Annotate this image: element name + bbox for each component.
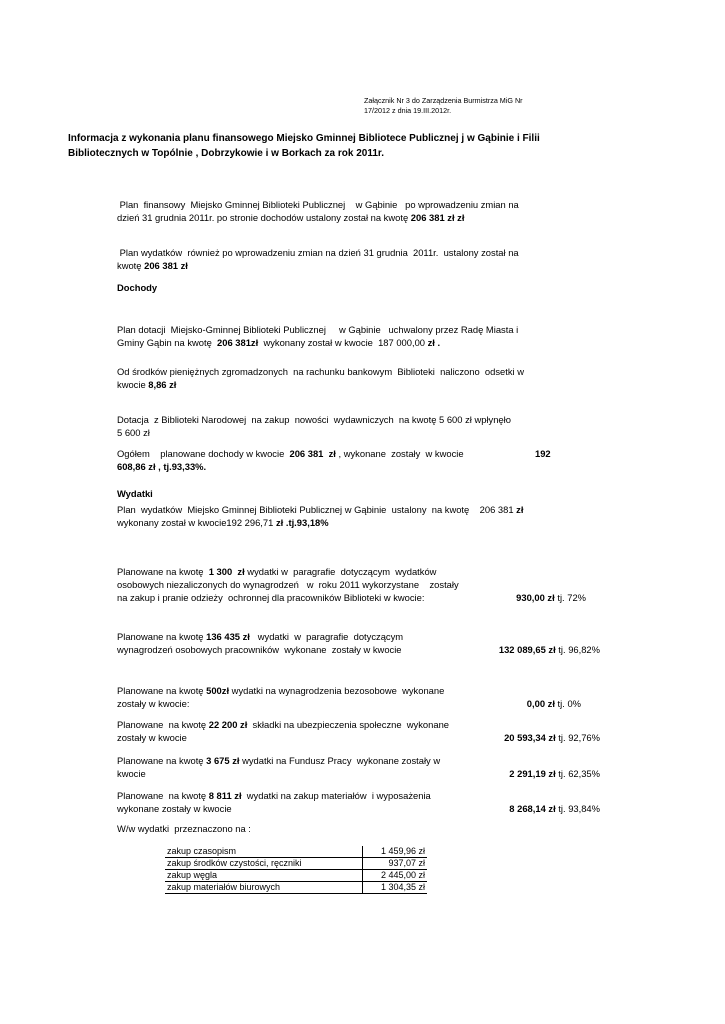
materials-line1-rest: wydatki na zakup materiałów i wyposażenia xyxy=(241,790,431,801)
expenses-plan-amount: 206 381 zł xyxy=(144,260,188,271)
interest-line2 xyxy=(117,378,577,391)
table-row xyxy=(165,882,427,894)
materials-line1 xyxy=(117,789,497,802)
total-income-mid: , wykonane zostały w kwocie xyxy=(335,448,464,459)
clothing-line2: osobowych niezaliczonych do wynagrodzeń w roku 2011 wykorzystane zostały xyxy=(117,579,459,590)
total-income-line2: 608,86 zł , tj.93,33%. xyxy=(117,461,207,472)
materials-expense xyxy=(117,789,497,815)
clothing-result xyxy=(446,591,586,604)
salaries-expense xyxy=(117,630,497,656)
labor-fund-executed-amount: 2 291,19 zł xyxy=(509,768,556,779)
nonpersonal-line1-rest: wydatki na wynagrodzenia bezosobowe wykonane xyxy=(229,685,445,696)
social-insurance-executed-amount: 20 593,34 zł xyxy=(504,732,556,743)
national-library-paragraph xyxy=(117,413,577,439)
breakdown-intro: W/w wydatki przeznaczono na : xyxy=(117,823,251,834)
materials-plan-amount: 8 811 zł xyxy=(208,790,242,801)
breakdown-item-amount: 1 304,35 zł xyxy=(363,882,428,894)
expenses-heading: Wydatki xyxy=(117,488,153,499)
interest-line2-text: kwocie xyxy=(117,379,149,390)
social-insurance-executed-pct: tj. 92,76% xyxy=(555,732,600,743)
document-title-line2: Bibliotecznych w Topólnie , Dobrzykowie i w Borkach za rok 2011r. xyxy=(68,148,385,159)
breakdown-item-name: zakup środków czystości, ręczniki xyxy=(165,858,363,870)
total-income-plan: 206 381 zł xyxy=(289,448,336,459)
breakdown-table-body xyxy=(165,846,427,894)
labor-fund-line1-text: Planowane na kwotę xyxy=(117,755,207,766)
salaries-executed-amount: 132 089,65 zł xyxy=(498,644,556,655)
breakdown-item-amount: 2 445,00 zł xyxy=(363,870,428,882)
attachment-note xyxy=(364,96,523,116)
expenses-line1-currency: zł xyxy=(516,504,524,515)
labor-fund-line1-rest: wydatki na Fundusz Pracy wykonane zostały w xyxy=(239,755,441,766)
total-income-paragraph xyxy=(117,447,557,473)
clothing-plan-amount: 1 300 zł xyxy=(208,566,245,577)
grant-currency: zł . xyxy=(427,337,441,348)
nonpersonal-result xyxy=(441,697,581,710)
breakdown-item-amount: 1 459,96 zł xyxy=(363,846,428,858)
labor-fund-result xyxy=(460,767,600,780)
labor-fund-line1 xyxy=(117,754,497,767)
salaries-line2: wynagrodzeń osobowych pracowników wykonane zostały w kwocie xyxy=(117,644,402,655)
social-insurance-line2: zostały w kwocie xyxy=(117,732,187,743)
clothing-line1-text: Planowane na kwotę xyxy=(117,566,209,577)
labor-fund-plan-amount: 3 675 zł xyxy=(206,755,240,766)
interest-amount: 8,86 zł xyxy=(148,379,177,390)
salaries-line1-text: Planowane na kwotę xyxy=(117,631,207,642)
total-income-text: Ogółem planowane dochody w kwocie xyxy=(117,448,290,459)
breakdown-item-name: zakup węgla xyxy=(165,870,363,882)
expenses-plan-line1: Plan wydatków również po wprowadzeniu zmian na dzień 31 grudnia 2011r. ustalony został na xyxy=(117,247,519,258)
national-library-line2: 5 600 zł xyxy=(117,427,150,438)
interest-line1: Od środków pieniężnych zgromadzonych na rachunku bankowym Biblioteki naliczono odsetki w xyxy=(117,366,524,377)
social-insurance-line1 xyxy=(117,718,497,731)
breakdown-item-name: zakup czasopism xyxy=(165,846,363,858)
document-title-line1: Informacja z wykonania planu finansowego Miejsko Gminnej Bibliotece Publicznej j w Gąbinie i Filii xyxy=(68,133,540,144)
clothing-expense xyxy=(117,565,497,604)
nonpersonal-line1 xyxy=(117,684,497,697)
intro-paragraph xyxy=(117,198,577,224)
labor-fund-expense xyxy=(117,754,497,780)
breakdown-item-name: zakup materiałów biurowych xyxy=(165,882,363,894)
expenses-executed-pct: zł .tj.93,18% xyxy=(275,517,329,528)
labor-fund-line2: kwocie xyxy=(117,768,146,779)
income-heading: Dochody xyxy=(117,282,158,293)
clothing-line3: na zakup i pranie odzieży ochronnej dla pracowników Biblioteki w kwocie: xyxy=(117,592,425,603)
breakdown-table xyxy=(165,846,427,894)
social-insurance-plan-amount: 22 200 zł xyxy=(208,719,248,730)
grant-line2-text: Gminy Gąbin na kwotę xyxy=(117,337,218,348)
nonpersonal-expense xyxy=(117,684,497,710)
materials-line2: wykonane zostały w kwocie xyxy=(117,803,232,814)
expenses-plan-line2-text: kwotę xyxy=(117,260,145,271)
expenses-line2-text: wykonany został w kwocie192 296,71 xyxy=(117,517,276,528)
clothing-executed-pct: tj. 72% xyxy=(554,592,586,603)
salaries-plan-amount: 136 435 zł xyxy=(206,631,250,642)
nonpersonal-line1-text: Planowane na kwotę xyxy=(117,685,207,696)
clothing-executed-amount: 930,00 zł xyxy=(516,592,555,603)
breakdown-item-amount: 937,07 zł xyxy=(363,858,428,870)
clothing-line1-rest: wydatki w paragrafie dotyczącym wydatków xyxy=(244,566,437,577)
clothing-line1 xyxy=(117,565,497,578)
total-income-line1 xyxy=(117,447,557,460)
interest-paragraph xyxy=(117,365,577,391)
grant-line1: Plan dotacji Miejsko-Gminnej Biblioteki Publicznej w Gąbinie uchwalony przez Radę Miasta i xyxy=(117,324,519,335)
salaries-line1-rest: wydatki w paragrafie dotyczącym xyxy=(249,631,404,642)
intro-line1: Plan finansowy Miejsko Gminnej Biblioteki Publicznej w Gąbinie po wprowadzeniu zmian na xyxy=(117,199,519,210)
grant-line2 xyxy=(117,336,577,349)
social-insurance-expense xyxy=(117,718,497,744)
attachment-note-line1: Załącznik Nr 3 do Zarządzenia Burmistrza MiG Nr xyxy=(364,96,523,105)
expenses-line1 xyxy=(117,503,557,516)
expenses-line1-text: Plan wydatków Miejsko Gminnej Biblioteki Publicznej w Gąbinie ustalony na kwotę 206 381 xyxy=(117,504,517,515)
expenses-plan-line2 xyxy=(117,259,577,272)
nonpersonal-executed-pct: tj. 0% xyxy=(554,698,581,709)
materials-executed-pct: tj. 93,84% xyxy=(555,803,600,814)
expenses-plan-paragraph xyxy=(117,246,577,272)
intro-line2 xyxy=(117,211,577,224)
social-insurance-line1-text: Planowane na kwotę xyxy=(117,719,209,730)
intro-line2-text: dzień 31 grudnia 2011r. po stronie dochodów ustalony został na kwotę xyxy=(117,212,411,223)
materials-line1-text: Planowane na kwotę xyxy=(117,790,209,801)
attachment-note-line2: 17/2012 z dnia 19.III.2012r. xyxy=(364,106,452,115)
salaries-executed-pct: tj. 96,82% xyxy=(555,644,600,655)
total-income-executed-part1: 192 xyxy=(535,448,551,459)
nonpersonal-executed-amount: 0,00 zł xyxy=(526,698,555,709)
expenses-paragraph xyxy=(117,503,557,529)
nonpersonal-plan-amount: 500zł xyxy=(206,685,230,696)
materials-executed-amount: 8 268,14 zł xyxy=(509,803,556,814)
social-insurance-line1-rest: składki na ubezpieczenia społeczne wykonane xyxy=(247,719,449,730)
table-row xyxy=(165,846,427,858)
grant-plan-amount: 206 381zł xyxy=(217,337,259,348)
salaries-line1 xyxy=(117,630,497,643)
national-library-line1: Dotacja z Biblioteki Narodowej na zakup nowości wydawniczych na kwotę 5 600 zł wpłynęło xyxy=(117,414,511,425)
salaries-result xyxy=(460,643,600,656)
labor-fund-executed-pct: tj. 62,35% xyxy=(555,768,600,779)
expenses-line2 xyxy=(117,516,557,529)
intro-amount: 206 381 zł zł xyxy=(410,212,465,223)
materials-result xyxy=(460,802,600,815)
grant-line2-mid: wykonany został w kwocie 187 000,00 xyxy=(258,337,428,348)
table-row xyxy=(165,858,427,870)
social-insurance-result xyxy=(460,731,600,744)
nonpersonal-line2: zostały w kwocie: xyxy=(117,698,190,709)
document-title xyxy=(68,131,668,161)
table-row xyxy=(165,870,427,882)
grant-paragraph xyxy=(117,323,577,349)
